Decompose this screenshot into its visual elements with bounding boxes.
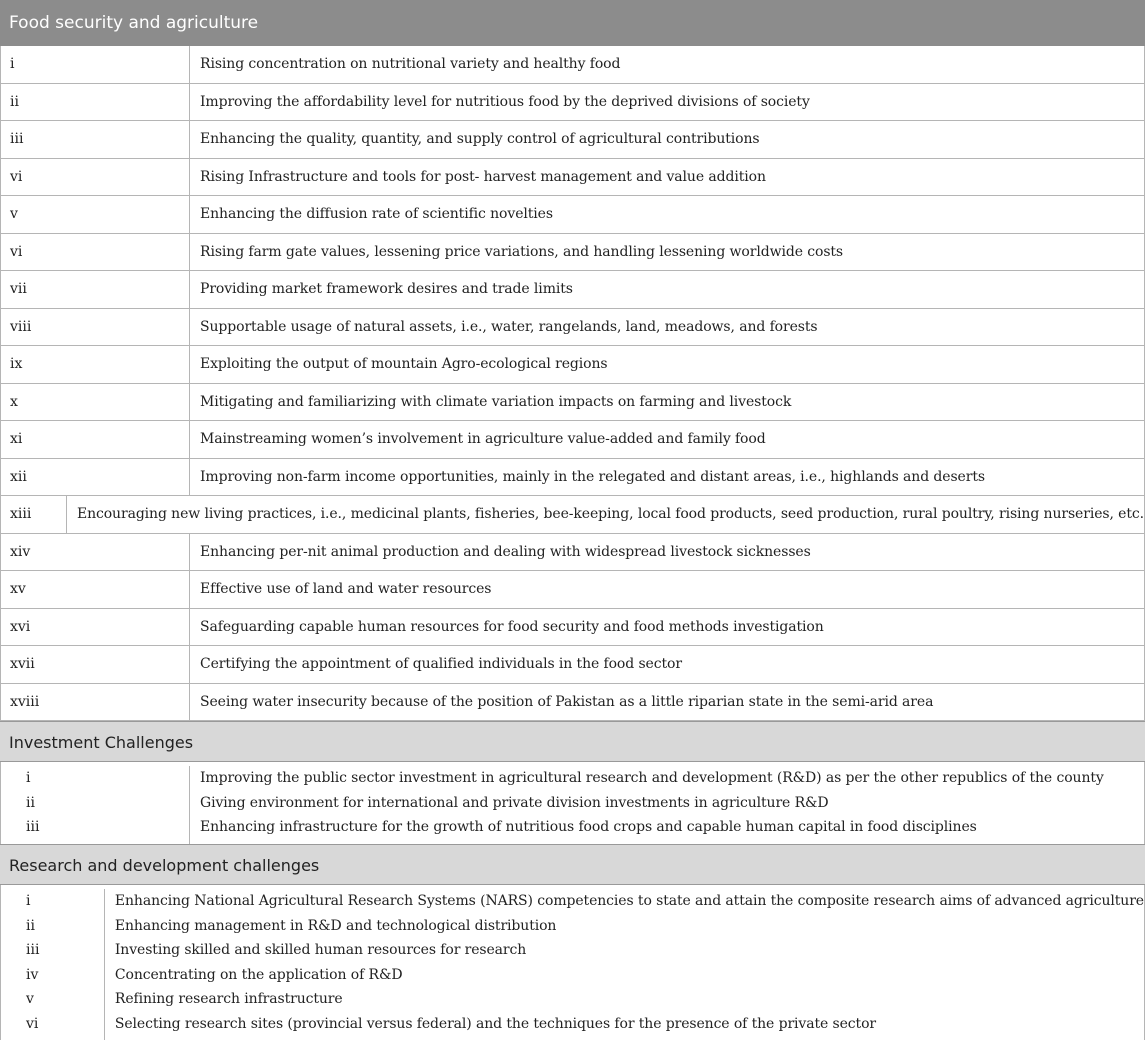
row-text: Rising concentration on nutritional variety and healthy food	[200, 56, 621, 73]
row-number: xiv	[1, 534, 190, 571]
row-text: Mainstreaming women’s involvement in agriculture value-added and family food	[200, 431, 766, 448]
table-row	[0, 271, 1145, 309]
row-number: i	[26, 770, 31, 786]
row-number: vii	[1, 271, 190, 308]
table-row	[0, 159, 1145, 197]
row-number: xvi	[1, 609, 190, 646]
table-row	[0, 646, 1145, 684]
row-number: viii	[1, 309, 190, 346]
row-number: vi	[1, 234, 190, 271]
row-number: xviii	[1, 684, 190, 721]
row-text: Enhancing National Agricultural Research Systems (NARS) competencies to state and attain the composite research aims of advanced agriculture	[114, 893, 1144, 909]
row-number: ii	[26, 917, 35, 934]
row-number: ix	[1, 346, 190, 383]
row-text: Enhancing management in R&D and technological distribution	[114, 917, 557, 934]
row-number: ii	[1, 84, 190, 121]
row-number: xvii	[1, 646, 190, 683]
section-header-food-security: Food security and agriculture	[0, 0, 1145, 46]
row-number: xv	[1, 571, 190, 608]
row-text: Enhancing infrastructure for the growth of nutritious food crops and capable human capital in food disciplines	[200, 819, 977, 836]
row-number: v	[1, 196, 190, 233]
row-text: Safeguarding capable human resources for food security and food methods investigation	[200, 618, 824, 635]
row-number: iv	[26, 966, 39, 983]
table-row	[0, 384, 1145, 422]
row-number: iii	[26, 819, 40, 836]
row-text: Providing market framework desires and trade limits	[200, 281, 573, 298]
row-text: Improving the public sector investment in agricultural research and development (R&D) as per the other republics of the county	[200, 770, 1104, 786]
row-text: Enhancing the diffusion rate of scientific novelties	[200, 206, 553, 223]
row-text: Effective use of land and water resources	[200, 581, 492, 598]
row-number: vi	[26, 1015, 39, 1032]
food-security-rows	[0, 46, 1145, 721]
row-text: Certifying the appointment of qualified individuals in the food sector	[200, 656, 682, 673]
table-row	[0, 421, 1145, 459]
table-row	[0, 234, 1145, 272]
row-number: iii	[1, 121, 190, 158]
row-text: Improving the affordability level for nutritious food by the deprived divisions of society	[200, 93, 810, 110]
row-number: i	[1, 46, 190, 83]
table-row	[0, 46, 1145, 84]
table-row	[0, 121, 1145, 159]
row-text: Encouraging new living practices, i.e., medicinal plants, fisheries, bee-keeping, local food products, seed production, rural poultry, rising nurseries, etc.	[76, 506, 1144, 523]
table-row	[0, 534, 1145, 572]
row-text: Giving environment for international and private division investments in agriculture R&D	[200, 794, 829, 811]
investment-texts	[190, 766, 1144, 844]
row-number: xiii	[1, 496, 67, 533]
section-header-research: Research and development challenges	[0, 844, 1145, 885]
row-number: xi	[1, 421, 190, 458]
row-text: Selecting research sites (provincial versus federal) and the techniques for the presence of the private sector	[114, 1015, 876, 1032]
row-text: Seeing water insecurity because of the position of Pakistan as a little riparian state in the semi-arid area	[200, 693, 934, 710]
row-number: x	[1, 384, 190, 421]
table-row	[0, 684, 1145, 722]
table-row	[0, 309, 1145, 347]
table-row	[0, 196, 1145, 234]
row-text: Investing skilled and skilled human resources for research	[114, 942, 527, 959]
row-text: Enhancing the quality, quantity, and supply control of agricultural contributions	[200, 131, 760, 148]
table-row	[0, 609, 1145, 647]
row-text: Rising farm gate values, lessening price variations, and handling lessening worldwide costs	[200, 243, 844, 260]
row-text: Rising Infrastructure and tools for post- harvest management and value addition	[200, 168, 766, 185]
research-texts	[105, 889, 1144, 1040]
row-number: i	[26, 893, 31, 909]
row-text: Mitigating and familiarizing with climate variation impacts on farming and livestock	[200, 393, 792, 410]
table-row	[0, 346, 1145, 384]
section-header-investment: Investment Challenges	[0, 721, 1145, 762]
row-text: Enhancing per-nit animal production and dealing with widespread livestock sicknesses	[200, 543, 811, 560]
row-text: Refining research infrastructure	[114, 991, 343, 1008]
table-row	[0, 571, 1145, 609]
investment-rows	[0, 762, 1145, 844]
investment-numbers	[1, 766, 190, 844]
row-number: v	[26, 991, 34, 1008]
table-row	[0, 84, 1145, 122]
row-text: Supportable usage of natural assets, i.e., water, rangelands, land, meadows, and forests	[200, 318, 818, 335]
row-text: Exploiting the output of mountain Agro-ecological regions	[200, 356, 608, 373]
research-rows	[0, 885, 1145, 1040]
research-numbers	[1, 889, 105, 1040]
row-text: Concentrating on the application of R&D	[114, 966, 403, 983]
row-number: ii	[26, 794, 35, 811]
table-row	[0, 496, 1145, 534]
table-row	[0, 459, 1145, 497]
row-text: Improving non-farm income opportunities, mainly in the relegated and distant areas, i.e., highlands and deserts	[200, 468, 985, 485]
row-number: vi	[1, 159, 190, 196]
row-number: iii	[26, 942, 40, 959]
row-number: xii	[1, 459, 190, 496]
